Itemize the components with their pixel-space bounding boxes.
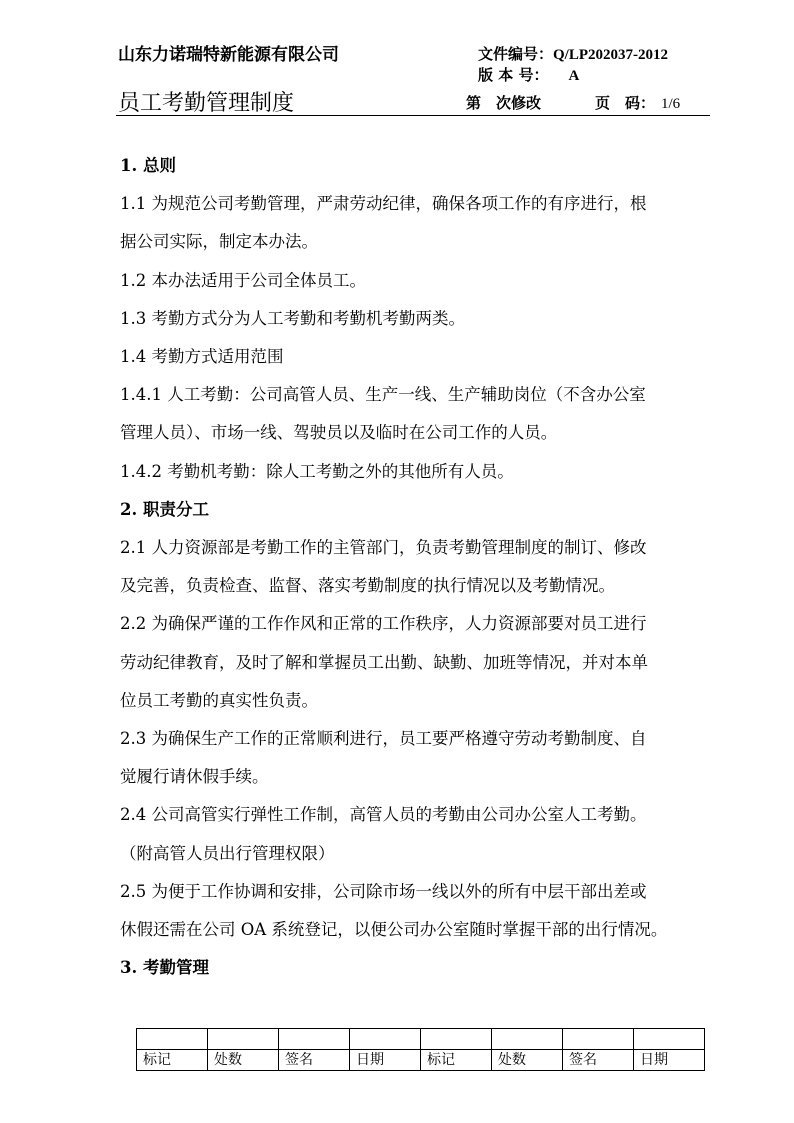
paragraph-line: 及完善，负责检查、监督、落实考勤制度的执行情况以及考勤情况。 [120,576,615,596]
paragraph-line: 劳动纪律教育，及时了解和掌握员工出勤、缺勤、加班等情况，并对本单 [120,652,648,672]
paragraph-line: 2.3 为确保生产工作的正常顺利进行，员工要严格遵守劳动考勤制度、自 [120,729,647,748]
paragraph-line: 2.4 公司高管实行弹性工作制，高管人员的考勤由公司办公室人工考勤。 [120,805,647,825]
revision [466,92,541,113]
signature-label: 签名 [563,1050,634,1071]
paragraph-line: （附高管人员出行管理权限） [120,843,335,863]
document-title: 员工考勤管理制度 [118,91,295,116]
paragraph-line: 休假还需在公司 OA 系统登记，以便公司办公室随时掌握干部的出行情况。 [120,920,668,939]
section-heading: 3. 考勤管理 [120,958,209,978]
page-number [595,92,680,113]
paragraph-line: 管理人员）、市场一线、驾驶员以及临时在公司工作的人员。 [120,423,558,443]
version [478,64,579,85]
paragraph-line: 位员工考勤的真实性负责。 [120,690,318,710]
signature-label-row [137,1050,705,1071]
section-heading: 2. 职责分工 [120,499,209,519]
page-number-label: 页 码： [595,94,656,112]
file-number-value: Q/LP202037-2012 [553,47,669,63]
file-number-label: 文件编号： [478,45,554,63]
count-label: 处数 [492,1050,563,1071]
page-number-value: 1/6 [661,96,681,112]
date-label: 日期 [634,1050,705,1071]
signature-table [136,1028,705,1071]
paragraph-line: 2.1 人力资源部是考勤工作的主管部门，负责考勤管理制度的制订、修改 [120,538,647,557]
paragraph-line: 2.5 为便于工作协调和安排，公司除市场一线以外的所有中层干部出差或 [120,881,647,901]
paragraph-line: 1.4.2 考勤机考勤：除人工考勤之外的其他所有人员。 [120,461,514,481]
paragraph-line: 1.4 考勤方式适用范围 [120,347,284,366]
header-divider [116,115,710,116]
paragraph-line: 1.3 考勤方式分为人工考勤和考勤机考勤两类。 [120,308,465,328]
version-label: 版 本 号： [478,66,549,84]
paragraph-line: 据公司实际，制定本办法。 [120,232,318,252]
file-number [478,43,668,64]
revision-label: 第 次修改 [466,94,542,112]
date-label: 日期 [350,1050,421,1071]
version-value: A [568,68,580,84]
paragraph-line: 1.4.1 人工考勤：公司高管人员、生产一线、生产辅助岗位（不含办公室 [120,385,646,405]
paragraph-line: 1.2 本办法适用于公司全体员工。 [120,270,366,290]
count-label: 处数 [208,1050,279,1071]
paragraph-line: 觉履行请休假手续。 [120,767,269,787]
mark-label: 标记 [421,1050,492,1071]
company-name: 山东力诺瑞特新能源有限公司 [118,45,339,65]
paragraph-line: 1.1 为规范公司考勤管理，严肃劳动纪律，确保各项工作的有序进行，根 [120,194,647,214]
section-heading: 1. 总则 [120,156,176,175]
signature-label: 签名 [279,1050,350,1071]
mark-label: 标记 [137,1050,208,1071]
paragraph-line: 2.2 为确保严谨的工作作风和正常的工作秩序，人力资源部要对员工进行 [120,614,647,634]
signature-blank-row [137,1029,705,1050]
